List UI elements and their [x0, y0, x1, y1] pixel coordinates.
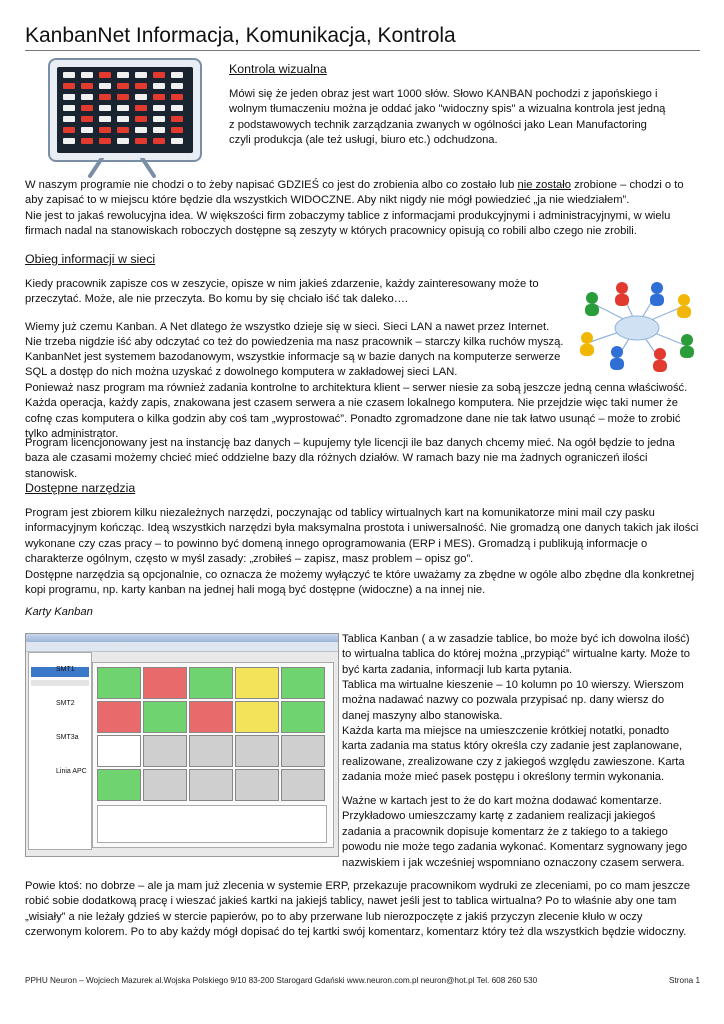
obieg-paragraph-6: Program licencjonowany jest na instancję baz danych – kupujemy tyle licencji ile baz danych chcemy mieć. Na ogół będzie to jedna baza ale czasami możemy chcieć mieć oddzielne bazy dla różnych działów. W ramach bazy nie ma żadnych ograniczeń ilości stanowisk. [25, 437, 675, 480]
obieg-paragraph-2: Wiemy już czemu Kanban. A Net dlatego że wszystko dzieje się w sieci. Sieci LAN a nawet przez Internet. [25, 321, 550, 333]
intro-p1-b: zrobione – chodzi o to aby zapisać to w miejscu które będzie dla wszystkich WIDOCZNE. Aby nikt nigdy nie mógł powiedzieć „ja nie wiedziałem”. [25, 179, 684, 207]
board-card-icon [63, 72, 75, 78]
intro-p1-underline: nie zostało [517, 179, 571, 191]
page-number: Strona 1 [669, 976, 700, 985]
grid-row-label: SMT2 [56, 700, 75, 707]
board-card-icon [135, 83, 147, 89]
obieg-paragraph-4: KanbanNet jest systemem bazodanowym, wszystkie informacje są w bazie danych na komputerze serwerze SQL a dostęp do nich można uzyskać z dowolnego komputera w zakładowej sieci LAN. [25, 351, 561, 379]
kanban-card [281, 735, 325, 767]
board-card-icon [135, 127, 147, 133]
board-card-icon [81, 94, 93, 100]
kanban-board-illustration [48, 58, 202, 162]
board-card-icon [81, 138, 93, 144]
board-card-icon [135, 72, 147, 78]
board-card-icon [117, 138, 129, 144]
kontrola-paragraph: Mówi się że jeden obraz jest wart 1000 słów. Słowo KANBAN pochodzi z japońskiego i wolnym tłumaczeniu można je oddać jako "widoczny spis" a wizualna kontrola jest jedną z podstawowych technik zarządzania zwanych w ogólności jako Lean Manufactoring czyli produkcja (ale też usługi, biuro etc.) odchudzona. [229, 88, 666, 147]
board-card-icon [153, 94, 165, 100]
board-card-icon [135, 138, 147, 144]
board-card-icon [117, 83, 129, 89]
kanban-card [281, 701, 325, 733]
page-footer [25, 976, 700, 985]
kanban-card [235, 735, 279, 767]
kanban-card [97, 701, 141, 733]
kanban-card [143, 667, 187, 699]
board-card-icon [171, 105, 183, 111]
board-card-icon [153, 105, 165, 111]
kanban-card [97, 667, 141, 699]
intro-paragraph-2: Nie jest to jakaś rewolucyjna idea. W większości firm zobaczymy tablice z informacjami produkcyjnymi i administracyjnymi, w wielu firmach nadal na stanowiskach roboczych dostępne są zeszyty w których pracownicy opisują co robili albo czego nie zrobili. [25, 210, 671, 238]
board-card-icon [99, 105, 111, 111]
board-card-icon [171, 83, 183, 89]
board-surface [57, 67, 193, 153]
board-card-icon [135, 105, 147, 111]
narzedzia-paragraph-2: Dostępne narzędzia są opcjonalnie, co oznacza że możemy wyłączyć te które uważamy za zbędne w ogóle albo zbędne dla konkretnej kopi programu, np. karty kanban na jednej hali mogą być dostępne (widoczne) a na innej nie. [25, 569, 695, 597]
app-toolbar [26, 642, 338, 652]
title-rule [25, 50, 700, 51]
board-stand-icon [72, 158, 172, 178]
board-card-icon [99, 127, 111, 133]
kanban-card [235, 701, 279, 733]
board-card-icon [99, 72, 111, 78]
board-card-icon [117, 72, 129, 78]
board-card-icon [171, 72, 183, 78]
obieg-paragraph-1: Kiedy pracownik zapisze cos w zeszycie, opisze w nim jakieś zdarzenie, każdy zainteresowany może to przeczytać. Może, ale nie przeczyta. Bo komu by się chciało iść tak daleko…. [25, 278, 539, 306]
app-kanban-grid [92, 662, 334, 848]
kanban-card [189, 701, 233, 733]
board-card-icon [99, 138, 111, 144]
board-card-icon [117, 94, 129, 100]
network-people-illustration [572, 278, 702, 373]
kanbannet-app-screenshot [25, 633, 339, 857]
heading-kontrola: Kontrola wizualna [229, 62, 327, 76]
grid-row-label: SMT3a [56, 734, 79, 741]
karty-paragraph-1: Tablica Kanban ( a w zasadzie tablice, bo może być ich dowolna ilość) to wirtualna tablica do której można „przypiąć” wirtualne karty. Może to być karta zadania, informacji lub karta pytania. [342, 633, 690, 676]
kanban-card [235, 667, 279, 699]
kanban-card [143, 769, 187, 801]
board-card-icon [63, 116, 75, 122]
board-card-icon [81, 83, 93, 89]
footer-address: PPHU Neuron – Wojciech Mazurek al.Wojska Polskiego 9/10 83-200 Starogard Gdański www.neuron.com.pl neuron@hot.pl Tel. 608 260 530 [25, 976, 538, 985]
kanban-card [235, 769, 279, 801]
board-card-icon [81, 105, 93, 111]
board-card-icon [117, 105, 129, 111]
grid-row-label: Linia APC [56, 768, 87, 775]
board-card-icon [81, 72, 93, 78]
board-card-icon [99, 94, 111, 100]
board-card-icon [63, 105, 75, 111]
heading-narzedzia: Dostępne narzędzia [25, 481, 136, 495]
grid-row-label: SMT1 [56, 666, 75, 673]
board-card-icon [135, 94, 147, 100]
document-title: KanbanNet Informacja, Komunikacja, Kontrola [25, 24, 456, 47]
board-card-icon [63, 94, 75, 100]
board-card-icon [99, 83, 111, 89]
kanban-card [189, 769, 233, 801]
obieg-paragraph-3: Nie trzeba nigdzie iść aby odczytać co też do powiedzenia ma nasz pracownik – starczy kilka ruchów myszą. [25, 336, 564, 348]
board-card-icon [117, 127, 129, 133]
board-card-icon [171, 116, 183, 122]
board-card-icon [81, 116, 93, 122]
board-card-icon [63, 83, 75, 89]
board-card-icon [63, 127, 75, 133]
board-card-icon [171, 127, 183, 133]
board-card-icon [63, 138, 75, 144]
kanban-card [143, 735, 187, 767]
board-card-icon [99, 116, 111, 122]
board-card-icon [135, 116, 147, 122]
board-card-icon [153, 138, 165, 144]
board-card-icon [117, 116, 129, 122]
heading-obieg: Obieg informacji w sieci [25, 252, 156, 266]
board-card-icon [153, 83, 165, 89]
board-card-icon [153, 127, 165, 133]
board-card-icon [171, 94, 183, 100]
app-sidebar [28, 652, 92, 850]
karty-paragraph-3: Każda karta ma miejsce na umieszczenie krótkiej notatki, ponadto karta zadania ma status który określa czy zadanie jest zaplanowane, realizowane, zrealizowane czy z jakiegoś względu zawieszone. Karta zadania może mieć pasek postępu i określony termin wykonania. [342, 725, 685, 784]
kanban-card [189, 667, 233, 699]
karty-paragraph-4: Ważne w kartach jest to że do kart można dodawać komentarze. Przykładowo umieszczamy kartę z zadaniem realizacji jakiegoś zadania a pracownik dopisuje komentarz że z takiego to a takiego powodu nie może tego zadania wykonać. Komentarz sygnowany jego nazwiskiem i jak wcześniej wspomniano oznaczony czasem serwera. [342, 795, 688, 869]
karty-paragraph-end: Powie ktoś: no dobrze – ale ja mam już zlecenia w systemie ERP, przekazuje pracownikom wydruki ze zleceniami, po co mam jeszcze robić sobie dodatkową pracę i wieszać jakieś kartki na jakiejś tablicy, nawet jeśli jest to tablica wirtualna? Po to właśnie aby one tam „wisiały” a nie leżały gdzieś w stercie papierów, po to aby przerwane lub nierozpoczęte z jakiś przyczyn zlecenie kłuło w oczy czerwonym kolorem. Po to aby każdy mógł dopisać do tej kartki swój komentarz, komentarz który też dla wszystkich będzie widoczny. [25, 880, 691, 939]
intro-paragraph-1 [25, 178, 700, 209]
board-card-icon [171, 138, 183, 144]
kanban-card [97, 769, 141, 801]
kanban-card [281, 667, 325, 699]
board-card-icon [81, 127, 93, 133]
narzedzia-paragraph-1: Program jest zbiorem kilku niezależnych narzędzi, poczynając od tablicy wirtualnych kart na komunikatorze mini mail czy pasku informacyjnym kończąc. Ideą wszystkich narzędzi była maksymalna prostota i uniwersalność. Nie gromadzą one danych takich jak ilości wykonane czy czas pracy – to powinno być domeną innego oprogramowania (ERP i MES). Gromadzą i publikują informacje o charakterze ogólnym, często w myśl zasady: „zrobiłeś – zapisz, masz problem – opisz go”. [25, 507, 699, 566]
intro-p1-a: W naszym programie nie chodzi o to żeby napisać GDZIEŚ co jest do zrobienia albo co zostało lub [25, 179, 518, 191]
app-details-panel [97, 805, 327, 843]
kanban-card [97, 735, 141, 767]
board-card-icon [153, 72, 165, 78]
app-title-bar [26, 634, 338, 642]
kanban-card [189, 735, 233, 767]
board-card-icon [153, 116, 165, 122]
kanban-card [143, 701, 187, 733]
heading-karty: Karty Kanban [25, 606, 93, 618]
obieg-paragraph-5: Ponieważ nasz program ma również zadania kontrolne to architektura klient – serwer niesie za sobą jeszcze jedną cenna właściwość. Każda operacja, każdy zapis, znakowana jest czasem serwera a nie czasem lokalnego komputera. Nie przejdzie więc taki numer że cofnę czas komputera o kilka godzin aby coś tam „wyprostować”. Ponadto zgromadzone dane nie tak łatwo usunąć – może to zrobić tylko administrator. [25, 382, 688, 441]
karty-paragraph-2: Tablica ma wirtualne kieszenie – 10 kolumn po 10 wierszy. Wierszom można nadawać nazwy co pozwala przypisać np. dany wiersz do danej maszyny albo stanowiska. [342, 679, 684, 722]
kanban-card [281, 769, 325, 801]
